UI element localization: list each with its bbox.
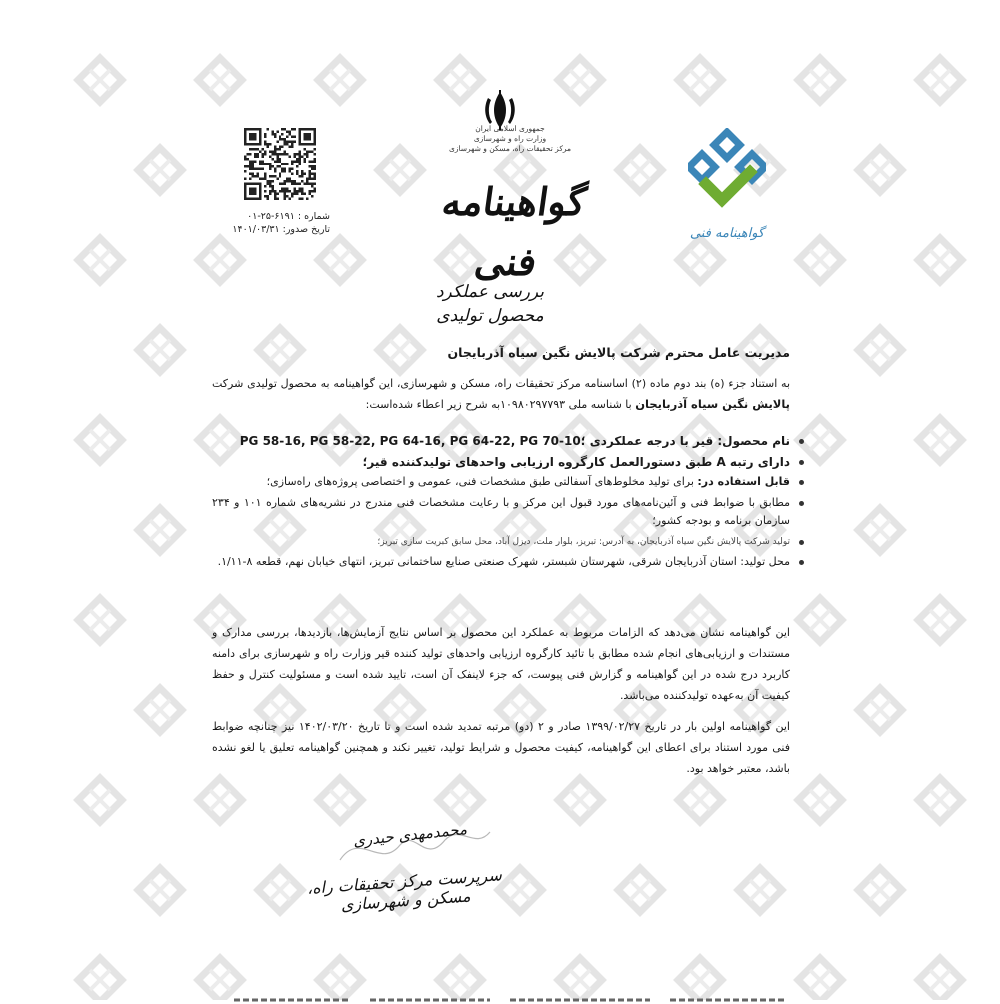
signature-name: محمدمهدی حیدری bbox=[352, 820, 468, 850]
ministry-line: مرکز تحقیقات راه، مسکن و شهرسازی bbox=[448, 144, 572, 153]
feature-text: محل تولید: استان آذربایجان شرقی، شهرستان شبستر، شهرک صنعتی صنایع ساختمانی تبریز، انتهای خیابان نهم، قطعه ۸-۱/۱۱. bbox=[217, 555, 790, 568]
feature-grades: PG 58-16, PG 58-22, PG 64-16, PG 64-22, PG 70-10؛ bbox=[239, 434, 586, 448]
signature-title: سرپرست مرکز تحقیقات راه، مسکن و شهرسازی bbox=[306, 865, 503, 915]
certificate-number bbox=[222, 210, 330, 223]
list-item bbox=[212, 432, 790, 451]
certificate-meta bbox=[222, 210, 330, 236]
certificate-title: گواهینامه فنی bbox=[439, 179, 590, 284]
list-item bbox=[212, 453, 790, 472]
feature-text: تولید شرکت پالایش نگین سیاه آذربایجان، به آدرس: تبریز، بلوار ملت، دیزل آباد، محل سابق کبریت سازی تبریز؛ bbox=[377, 536, 790, 547]
list-item bbox=[212, 533, 790, 552]
feature-list bbox=[212, 432, 806, 574]
ministry-line: جمهوری اسلامی ایران bbox=[475, 124, 545, 133]
intro-paragraph bbox=[212, 374, 790, 415]
feature-text: دارای رتبه A طبق دستورالعمل کارگروه ارزیابی واحدهای تولیدکننده قیر؛ bbox=[362, 454, 790, 469]
list-item bbox=[212, 553, 790, 572]
date-label: تاریخ صدور: bbox=[282, 224, 330, 235]
footer-cutoff-text bbox=[230, 990, 790, 1004]
intro-text-2: با شناسه ملی ۱۰۹۸۰۲۹۷۷۹۳به شرح زیر اعطاء شده‌است: bbox=[365, 398, 632, 411]
validation-paragraph: این گواهینامه نشان می‌دهد که الزامات مربوط به عملکرد این محصول بر اساس نتایج آزمایش‌ها، بازدیدها، بررسی مدارک و مستندات و ارزیابی‌های انجام شده مطابق با تائید کارگروه ارزیابی واحدهای تولید کننده قیر وزارت راه و شهرسازی برای دامنه کاربرد درج شده در این گواهینامه و گزارش فنی پیوست، که جزء لاینفک آن است، تایید شده است و مسئولیت کنترل و حفظ کیفیت آن به‌عهده تولیدکننده می‌باشد. bbox=[212, 626, 790, 702]
validity-paragraph: این گواهینامه اولین بار در تاریخ ۱۳۹۹/۰۲/۲۷ صادر و ۲ (دو) مرتبه تمدید شده است و تا تاریخ ۱۴۰۲/۰۳/۲۰ نیز چنانچه ضوابط فنی مورد استناد برای اعطای این گواهینامه، کیفیت محصول و شرایط تولید، تغییر نکند و همچنین گواهینامه تعلیق یا لغو نشده باشد، معتبر خواهد بود. bbox=[212, 720, 790, 775]
feature-text: مطابق با ضوابط فنی و آئین‌نامه‌های مورد قبول این مرکز و با رعایت مشخصات فنی مندرج در نشریه‌های شماره ۱۰۱ و ۲۳۴ سازمان برنامه و بودجه کشور؛ bbox=[212, 495, 790, 527]
list-item bbox=[212, 494, 790, 531]
ministry-header bbox=[445, 124, 575, 154]
ministry-line: وزارت راه و شهرسازی bbox=[473, 134, 547, 143]
intro-text-1: به استناد جزء (ه) بند دوم ماده (۲) اساسنامه مرکز تحقیقات راه، مسکن و شهرسازی، این گواهینامه به محصول تولیدی شرکت bbox=[212, 377, 791, 390]
technical-certificate-logo-icon bbox=[688, 128, 766, 220]
issue-date bbox=[222, 223, 330, 236]
feature-label: قابل استفاده در: bbox=[697, 475, 790, 488]
date-value: ۱۴۰۱/۰۳/۳۱ bbox=[232, 224, 280, 235]
list-item bbox=[212, 473, 790, 492]
recipient-line: مدیریت عامل محترم شرکت پالایش نگین سیاه آذربایجان bbox=[447, 345, 790, 360]
certificate-subtitle: بررسی عملکرد محصول تولیدی bbox=[435, 282, 545, 326]
logo-label: گواهینامه فنی bbox=[689, 226, 765, 241]
number-value: ۶۱۹۱-۲۵-۰۱ bbox=[247, 211, 295, 222]
feature-text: برای تولید مخلوط‌های آسفالتی طبق مشخصات فنی، عمومی و اختصاصی پروژه‌های راه‌سازی؛ bbox=[266, 475, 694, 488]
intro-company: پالایش نگین سیاه آذربایجان bbox=[635, 397, 790, 411]
feature-label: نام محصول: قیر با درجه عملکردی bbox=[589, 434, 790, 448]
qr-code-icon bbox=[244, 128, 316, 200]
number-label: شماره : bbox=[297, 211, 330, 222]
